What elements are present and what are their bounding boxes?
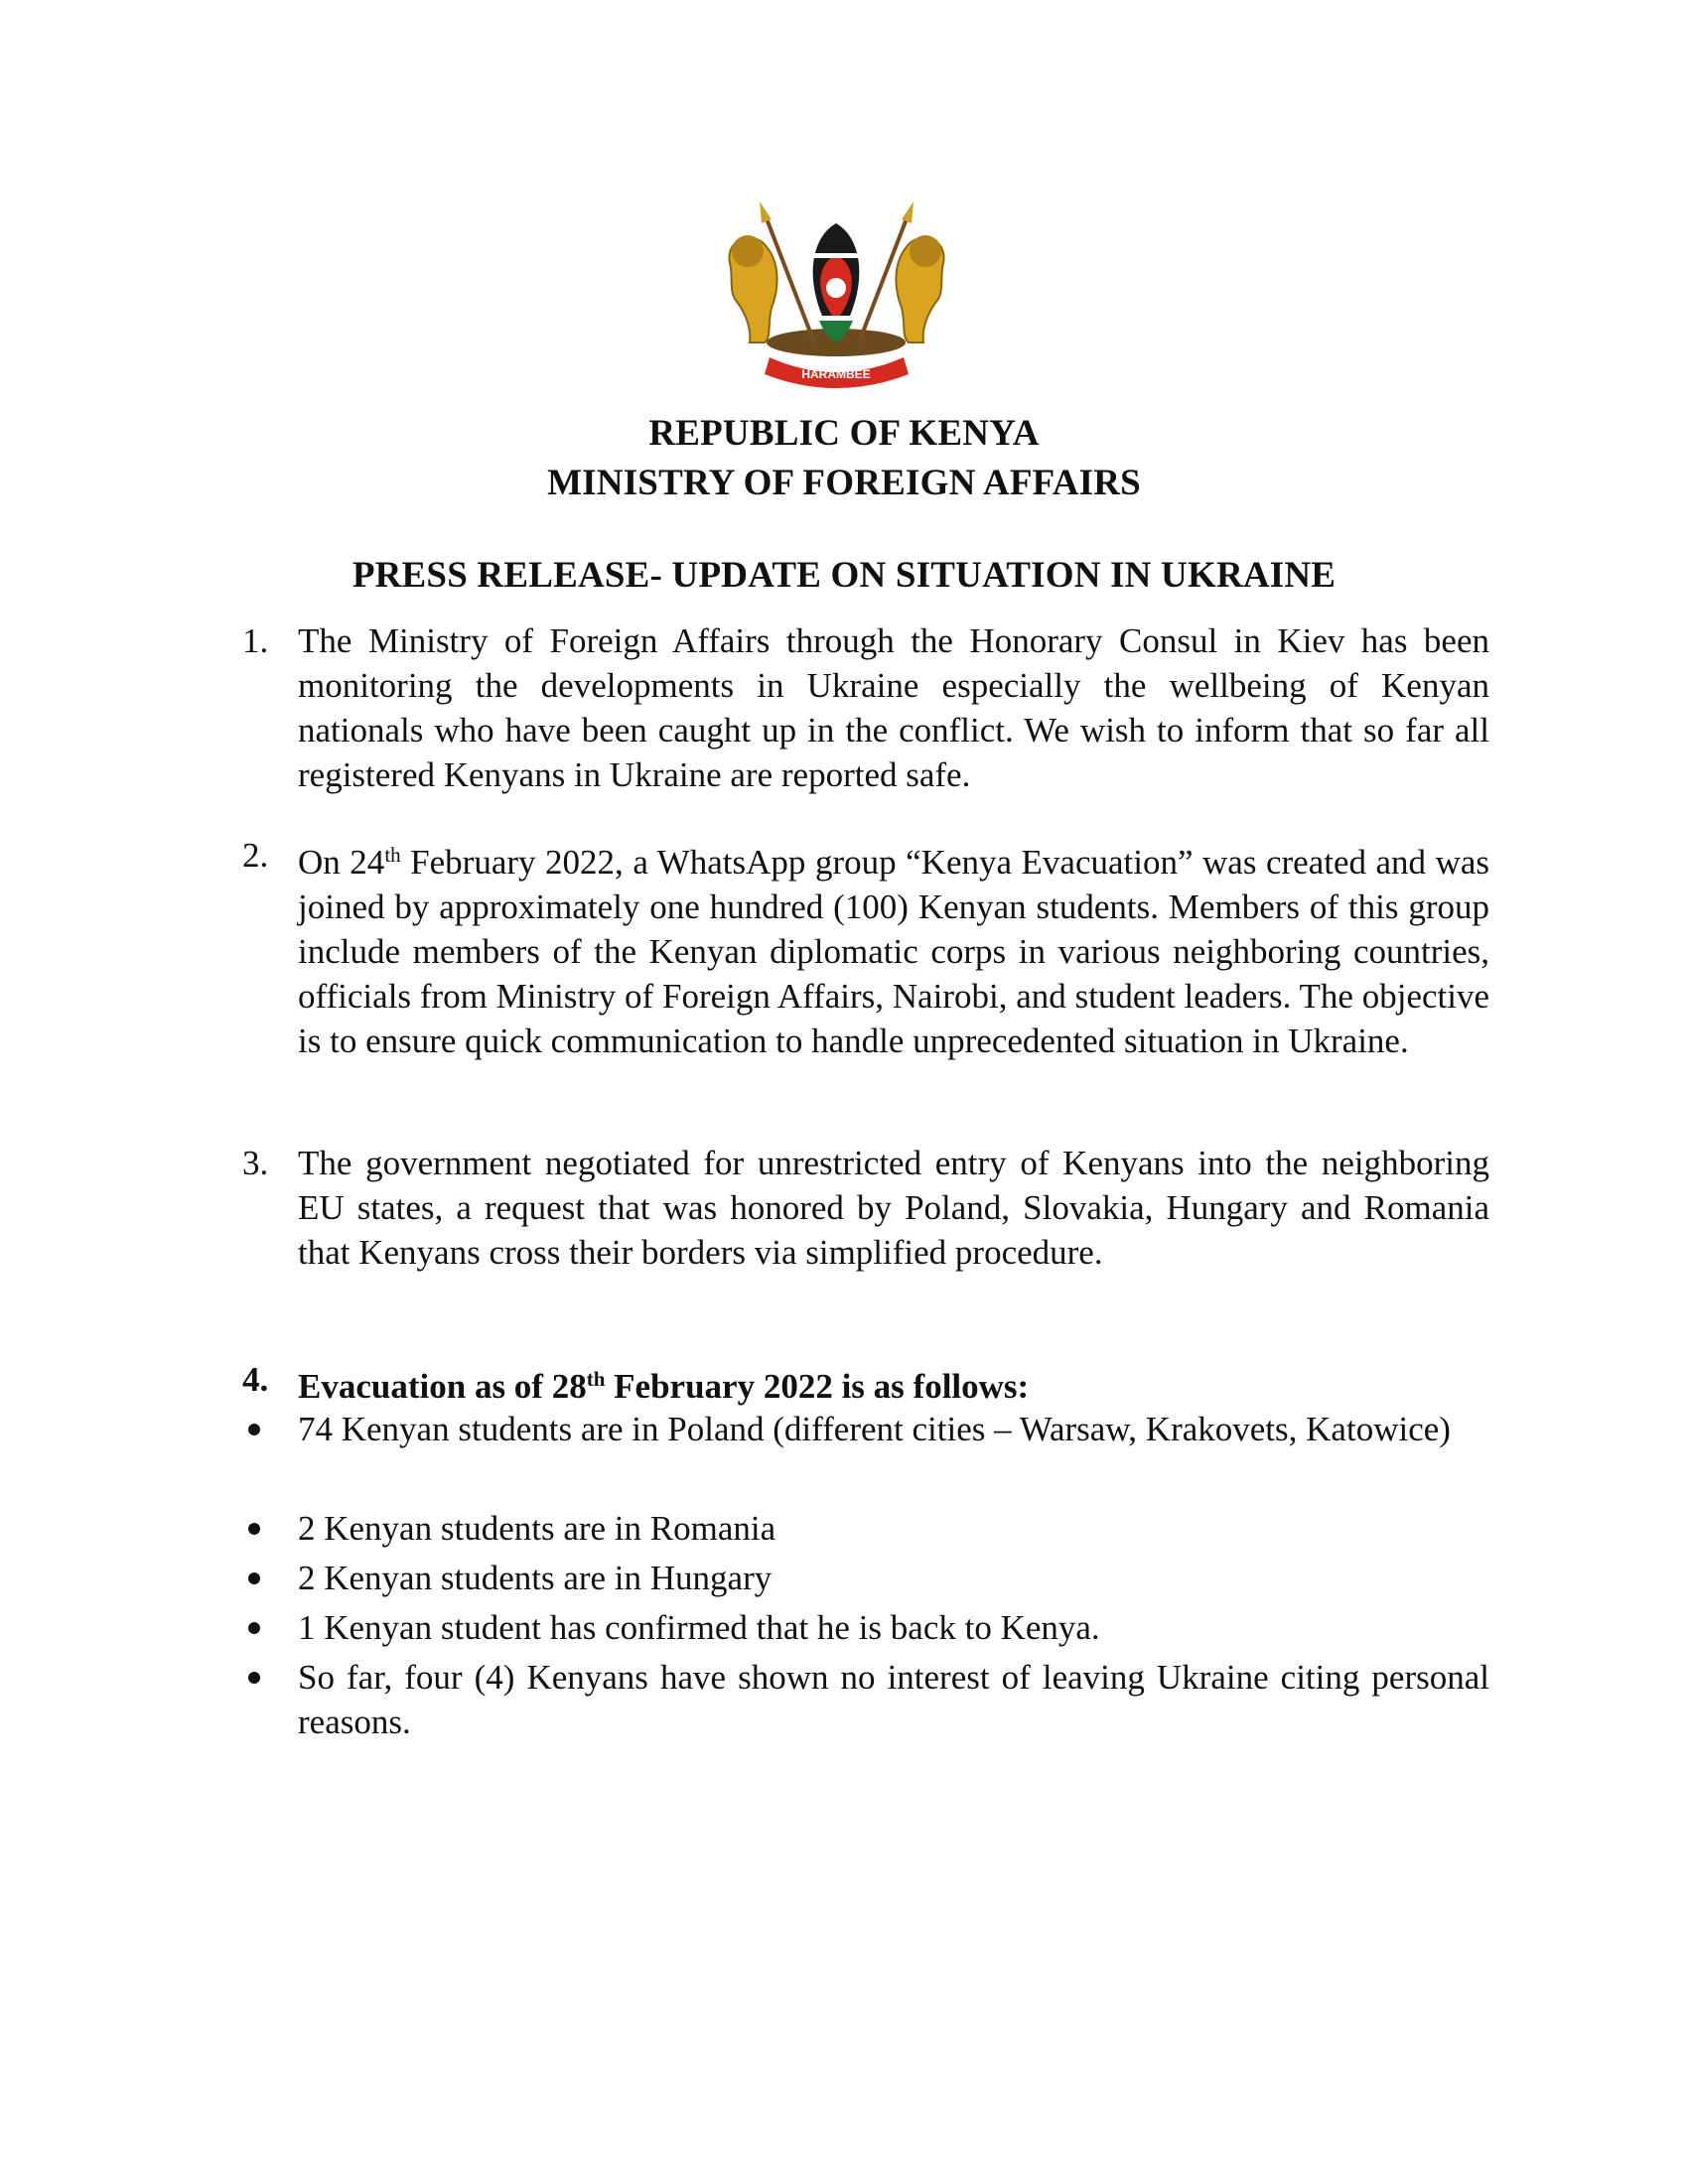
emblem-motto: HARAMBEE xyxy=(801,367,871,381)
item-number: 3. xyxy=(242,1144,269,1182)
bullet-icon xyxy=(248,1523,260,1535)
item-text-part: Evacuation as of 28 xyxy=(298,1367,587,1406)
kenya-coat-of-arms-icon xyxy=(710,194,963,392)
list-item: 1 Kenyan student has confirmed that he is back to Kenya. xyxy=(298,1608,1100,1647)
item-paragraph xyxy=(298,1357,1489,1409)
item-paragraph: The government negotiated for unrestricted entry of Kenyans into the neighboring EU states, a request that was honored by Poland, Slovakia, Hungary and Romania that Kenyans cross their borders via simplified procedure. xyxy=(298,1144,1489,1272)
list-item: 74 Kenyan students are in Poland (different cities – Warsaw, Krakovets, Katowice) xyxy=(298,1410,1451,1448)
list-item: 2 Kenyan students are in Hungary xyxy=(298,1559,773,1597)
bullet-icon xyxy=(248,1672,260,1684)
press-release-title: PRESS RELEASE- UPDATE ON SITUATION IN UKRAINE xyxy=(352,555,1336,596)
item-paragraph: The Ministry of Foreign Affairs through the Honorary Consul in Kiev has been monitoring the developments in Ukraine especially the wellbeing of Kenyan nationals who have been caught up in the conflict. We wish to inform that so far all registered Kenyans in Ukraine are reported safe. xyxy=(298,621,1489,794)
ordinal-suffix: th xyxy=(586,1367,606,1391)
bullet-icon xyxy=(248,1424,260,1435)
ordinal-suffix: th xyxy=(384,843,401,867)
item-text-part: February 2022 is as follows: xyxy=(605,1367,1030,1406)
item-paragraph xyxy=(298,833,1489,1063)
ministry-heading: MINISTRY OF FOREIGN AFFAIRS xyxy=(547,463,1141,503)
item-number: 1. xyxy=(242,621,269,660)
list-item: So far, four (4) Kenyans have shown no interest of leaving Ukraine citing personal reasons. xyxy=(298,1658,1489,1741)
list-item: 2 Kenyan students are in Romania xyxy=(298,1509,776,1548)
item-text-part: On 24 xyxy=(298,843,385,882)
bullet-icon xyxy=(248,1622,260,1634)
bullet-icon xyxy=(248,1572,260,1584)
item-number: 4. xyxy=(242,1360,269,1399)
item-number: 2. xyxy=(242,836,269,875)
country-heading: REPUBLIC OF KENYA xyxy=(648,413,1040,454)
item-text-part: February 2022, a WhatsApp group “Kenya Evacuation” was created and was joined by approximately one hundred (100) Kenyan students. Members of this group include members of the Kenyan diplomatic corps in various neighboring countries, officials from Ministry of Foreign Affairs, Nairobi, and student leaders. The objective is to ensure quick communication to handle unprecedented situation in Ukraine. xyxy=(298,843,1490,1060)
